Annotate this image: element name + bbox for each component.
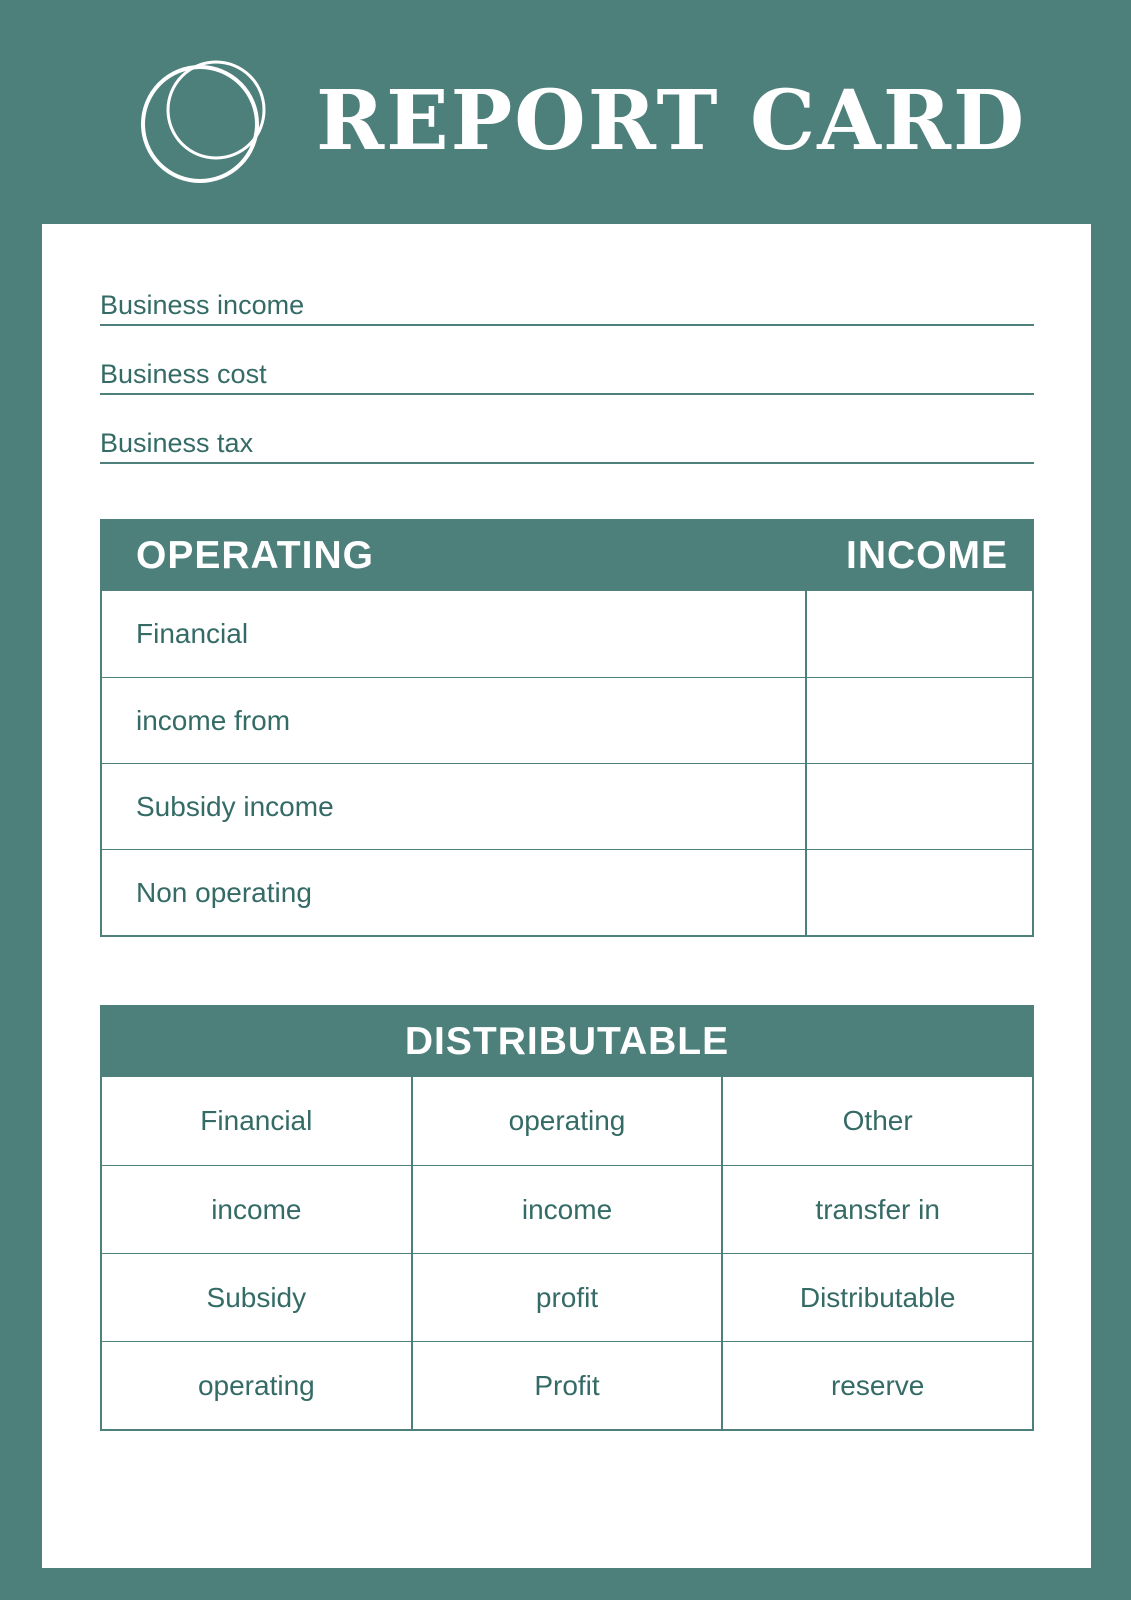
table-row bbox=[102, 849, 1032, 935]
table-cell: Profit bbox=[411, 1342, 722, 1429]
table-cell: income bbox=[211, 1193, 302, 1225]
income-value-cell[interactable] bbox=[807, 764, 1032, 849]
table-cell: transfer in bbox=[721, 1166, 1032, 1253]
header bbox=[0, 0, 1131, 224]
table-row bbox=[102, 1077, 1032, 1165]
page-title: REPORT CARD bbox=[316, 73, 1027, 169]
income-header-label: INCOME bbox=[846, 534, 1008, 577]
row-label: income from bbox=[102, 678, 807, 763]
operating-table-body bbox=[102, 591, 1032, 935]
table-cell: Subsidy bbox=[206, 1281, 307, 1313]
table-cell: Distributable bbox=[721, 1254, 1032, 1341]
table-row bbox=[102, 1341, 1032, 1429]
business-income-field[interactable]: Business income bbox=[100, 288, 1034, 326]
operating-income-table bbox=[100, 519, 1034, 937]
report-card-sheet bbox=[42, 224, 1091, 1568]
table-cell: reserve bbox=[721, 1342, 1032, 1429]
business-tax-field[interactable]: Business tax bbox=[100, 426, 1034, 464]
table-row bbox=[102, 591, 1032, 677]
row-label: Financial bbox=[102, 591, 807, 677]
distributable-header-label: DISTRIBUTABLE bbox=[404, 1020, 730, 1063]
business-cost-field[interactable]: Business cost bbox=[100, 357, 1034, 395]
table-cell: operating bbox=[411, 1077, 722, 1165]
table-row bbox=[102, 1165, 1032, 1253]
income-value-cell[interactable] bbox=[807, 678, 1032, 763]
row-label: Subsidy income bbox=[102, 764, 807, 849]
table-row bbox=[102, 677, 1032, 763]
operating-header-label: OPERATING bbox=[136, 534, 374, 577]
table-cell: Other bbox=[721, 1077, 1032, 1165]
row-label: Non operating bbox=[102, 850, 807, 935]
table-row bbox=[102, 763, 1032, 849]
table-cell: Financial bbox=[200, 1105, 313, 1136]
table-cell: income bbox=[411, 1166, 722, 1253]
operating-table-header bbox=[102, 521, 1032, 591]
distributable-table-header bbox=[102, 1007, 1032, 1077]
income-value-cell[interactable] bbox=[807, 850, 1032, 935]
table-cell: profit bbox=[411, 1254, 722, 1341]
income-value-cell[interactable] bbox=[807, 591, 1032, 677]
table-cell: operating bbox=[197, 1369, 315, 1401]
rings-logo-icon bbox=[140, 56, 274, 186]
distributable-table bbox=[100, 1005, 1034, 1431]
table-row bbox=[102, 1253, 1032, 1341]
